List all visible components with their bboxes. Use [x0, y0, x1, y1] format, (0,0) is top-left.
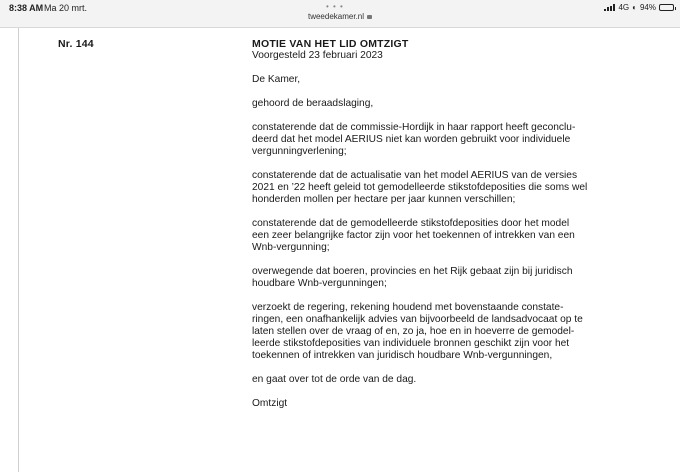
document-page: [0, 28, 680, 472]
paragraph: verzoekt de regering, rekening houdend met bovenstaande constate- ringen, een onafhankelijk advies van bijvoorbeeld de landsadvocaat op te laten stellen over de vraag of en, zo ja, hoe en in hoeverre de gemodel- leerde stikstofdeposities van individuele bronnen geschikt zijn voor het toekennen of intrekken van juridisch houdbare Wnb-vergunningen,: [252, 302, 583, 361]
paragraph: De Kamer,: [252, 74, 301, 85]
signature: Omtzigt: [252, 398, 288, 409]
paragraph: constaterende dat de actualisatie van het model AERIUS van de versies 2021 en ’22 heeft geleid tot gemodelleerde stikstofdeposities die soms wel honderden mollen per hectare per jaar kunnen verschillen;: [252, 170, 588, 205]
url-text: tweedekamer.nl: [307, 12, 365, 21]
document-body: [252, 38, 632, 410]
status-bar: [0, 0, 680, 28]
address-bar[interactable]: [0, 12, 680, 21]
status-date: Ma 20 mrt.: [44, 3, 88, 13]
paragraph: overwegende dat boeren, provincies en het Rijk gebaat zijn bij juridisch houdbare Wnb-vergunningen;: [252, 266, 573, 289]
signal-icon: [604, 4, 615, 11]
lock-icon: [367, 15, 372, 19]
document-title: MOTIE VAN HET LID OMTZIGT: [252, 38, 409, 50]
paragraph: constaterende dat de commissie-Hordijk in haar rapport heeft geconclu- deerd dat het model AERIUS niet kan worden gebruikt voor individuele vergunningverlening;: [252, 122, 576, 157]
document-number: Nr. 144: [58, 38, 94, 50]
headphones-icon: ◐: [632, 3, 637, 12]
paragraph: en gaat over tot de orde van de dag.: [252, 374, 417, 385]
battery-icon: [659, 4, 674, 11]
battery-percent: 94%: [639, 3, 656, 12]
paragraph: constaterende dat de gemodelleerde stikstofdeposities door het model een zeer belangrijke factor zijn voor het toekennen of intrekken van een Wnb-vergunning;: [252, 218, 575, 253]
status-time: 8:38 AM: [9, 3, 44, 13]
document-subtitle: Voorgesteld 23 februari 2023: [252, 50, 383, 61]
network-type: 4G: [618, 3, 630, 12]
multitasking-dots-icon[interactable]: • • •: [326, 2, 344, 11]
status-indicators: [604, 3, 674, 12]
paragraph: gehoord de beraadslaging,: [252, 98, 374, 109]
